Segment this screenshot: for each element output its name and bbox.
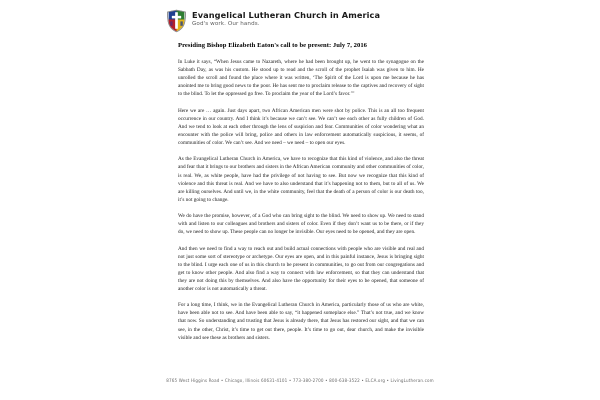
paragraph: In Luke it says, “When Jesus came to Nazareth, where he had been brought up, he went to the synagogue on the Sabbath Day, as was his custom. He stood up to read and the scroll of the prophet Isaiah was given to him. He unrolled the scroll and found the place where it was written, ‘The Spirit of the Lord is upon me because he has anointed me to bring good news to the poor. He has sent me to proclaim release to the captives and recovery of sight to the blind. To let the oppressed go free. To proclaim the year of the Lord’s favor.’” [178, 59, 424, 98]
organization-tagline: God's work. Our hands. [192, 20, 260, 27]
paragraph: And then we need to find a way to reach out and build actual connections with people who are visible and real and not just some sort of stereotype or archetype. Our eyes are open, and in this painful instance, Jesus is bringing sight to the blind. I urge each one of us in this church to be present in communities, to go out from our congregations and get to know other people. And also find a way to connect with law enforcement, so that they can understand that they are not doing this by themselves. And also have the opportunity for their eyes to be opened, that someone of another color is not automatically a threat. [178, 245, 424, 292]
page-title: Presiding Bishop Elizabeth Eaton's call to be present: July 7, 2016 [178, 42, 368, 49]
paragraph: We do have the promise, however, of a God who can bring sight to the blind. We need to show up. We need to stand with and listen to our colleagues and brothers and sisters of color. Even if they don’t want us to be there, or if they do, we need to show up. These people can no longer be invisible. Our eyes need to be opened, and they are open. [178, 213, 424, 236]
footer-contact-line: 8765 West Higgins Road • Chicago, Illinois 60631-4101 • 773-380-2700 • 800-638-3522 • ELCA.org • LivingLutheran.com [166, 378, 434, 383]
document-footer [0, 378, 600, 383]
paragraph: For a long time, I think, we in the Evangelical Lutheran Church in America, particularly those of us who are white, have been able not to see. And have been able to say, “it happened someplace else.” That’s not true, and we know that now. So understanding and trusting that Jesus is already there, that Jesus has restored our sight, and that we can see, in the other, Christ, it’s time to get out there, people. It’s time to go out, dear church, and make the invisible visible and see these as brothers and sisters. [178, 302, 424, 341]
letterhead [166, 9, 380, 33]
paragraph: As the Evangelical Lutheran Church in America, we have to recognize that this kind of violence, and also the threat and fear that it brings to our brothers and sisters in the African American community and other communities of color, is real. We, as white people, have had the privilege of not having to see. But now we recognize that this kind of violence and this threat is real. And we have to also understand that it’s happening not to them, but to all of us. We are killing ourselves. And until we, in the white community, feel that the death of a person of color is our death too, it’s not going to change. [178, 156, 424, 203]
paragraph: Here we are … again. Just days apart, two African American men were shot by police. This is an all too frequent occurrence in our country. And I think it’s because we can’t see. We can’t see each other as fully children of God. And we tend to look at each other through the lens of suspicion and fear. Communities of color wondering what an encounter with the police will bring, police and others in law enforcement automatically suspicious, it seems, of communities of color. We can’t see. And we need – we need – to open our eyes. [178, 107, 424, 147]
organization-name: Evangelical Lutheran Church in America [192, 10, 381, 20]
document-body [178, 42, 424, 342]
elca-cross-shield-icon [166, 9, 187, 33]
letterhead-text [192, 9, 380, 27]
